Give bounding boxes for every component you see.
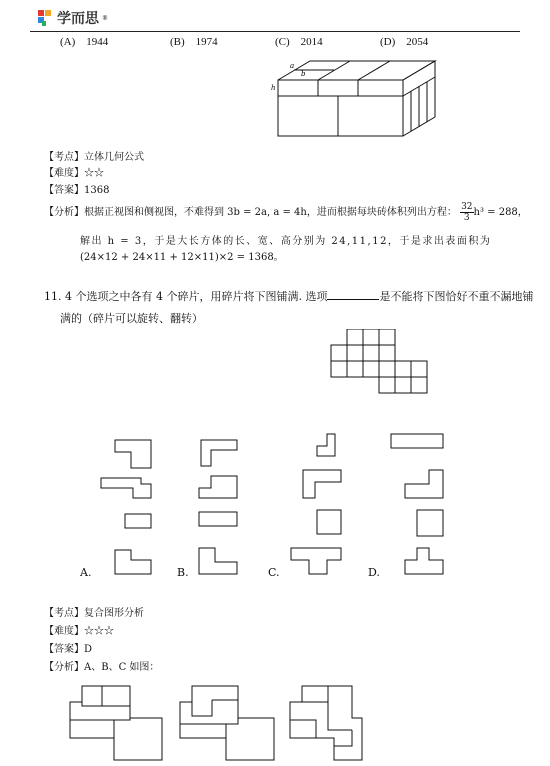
q10-fenxi-line2: 解出 h = 3，于是大长方体的长、宽、高分别为 24,11,12，于是求出表面积为 — [80, 236, 492, 247]
q10-fenxi-line1: 【分析】根据正视图和侧视图，不难得到 3b = 2a, a = 4h，进而根据每块砖体积列出方程： $\frac{32}{3}$ h³ = 288， — [44, 202, 528, 223]
brick-box-figure — [265, 58, 445, 140]
q10-kaodian: 【考点】立体几何公式 — [44, 152, 144, 163]
option-a-pieces — [101, 440, 151, 574]
target-grid-figure — [328, 329, 428, 399]
answer-blank — [327, 289, 379, 300]
option-c: (C) 2014 — [275, 36, 323, 48]
q11-daan: 【答案】D — [44, 644, 93, 655]
logo-icon — [38, 10, 54, 26]
option-a: (A) 1944 — [60, 36, 109, 48]
option-d-label: D. — [368, 566, 380, 579]
logo-registered: ® — [102, 14, 108, 22]
q11-stem-line2: 满的（碎片可以旋转、翻转） — [60, 312, 203, 325]
q10-daan: 【答案】1368 — [44, 185, 110, 196]
option-c-pieces — [291, 434, 341, 574]
brand-logo — [38, 8, 108, 28]
option-b-pieces — [199, 440, 237, 574]
q11-stem-line1: 11. 4 个选项之中各有 4 个碎片，用碎片将下图铺满. 选项 是不能将下图恰好不重不漏地铺 — [44, 290, 534, 303]
header-divider — [30, 31, 520, 32]
label-a: a — [290, 62, 295, 70]
q11-nandu: 【难度】☆☆☆ — [44, 626, 114, 637]
option-b: (B) 1974 — [170, 36, 218, 48]
logo-text: 学而思 — [57, 11, 99, 27]
solution-figures — [66, 680, 366, 764]
solution-b — [180, 686, 274, 760]
label-b: b — [301, 70, 306, 78]
q11-kaodian: 【考点】复合图形分析 — [44, 608, 144, 619]
options-pieces-figure — [95, 430, 455, 580]
option-c-label: C. — [268, 566, 280, 579]
option-d-pieces — [391, 434, 443, 574]
label-h: h — [271, 84, 276, 92]
fraction: $\frac{32}{3}$ — [461, 202, 473, 223]
solution-c — [290, 686, 362, 760]
option-a-label: A. — [80, 566, 92, 579]
solution-a — [70, 686, 162, 760]
q10-fenxi-line3: (24×12 + 24×11 + 12×11)×2 = 1368。 — [80, 252, 284, 263]
q11-fenxi: 【分析】A、B、C 如图： — [44, 662, 160, 673]
option-b-label: B. — [177, 566, 189, 579]
q10-nandu: 【难度】☆☆ — [44, 168, 104, 179]
option-d: (D) 2054 — [380, 36, 429, 48]
